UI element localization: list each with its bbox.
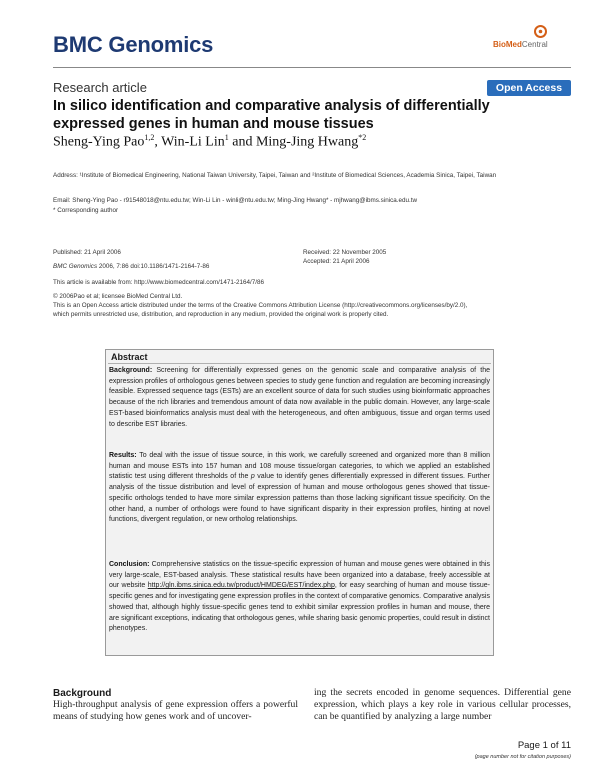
author-name: Ming-Jing Hwang [255, 134, 359, 150]
received-date: Received: 22 November 2005 [303, 249, 387, 256]
author-separator: and [228, 134, 256, 150]
abstract-results-text-b: value to identify genes differentially expressed in different tissues. Further analysis of the tissue distribution and level of expression of human and mouse orthologous genes showed that tissue-specific orthologs tended to have more similar expression patterns than those lacking significant tissue specificity. On the other hand, a number of orthologs were found to have significant disparity in their expression profiles, hinting at novel functions, divergent regulation, or new ortholog relationships. [109, 473, 490, 524]
author-affiliation: *2 [358, 133, 367, 142]
author-name: Win-Li Lin [161, 134, 225, 150]
abstract-background-text: Screening for differentially expressed genes on the genomic scale and comparative analysis of the expression profiles of orthologous genes between species to study gene function and regulation are becoming increasingly feasible. Expressed sequence tags (ESTs) are an excellent source of data for such studies using bioinformatic approaches because of the rich libraries and tremendous amount of data now available in the public domain. However, any large-scale EST-based bioinformatics analysis must deal with the heterogeneous, and often ambiguous, tissue and organ terms used to describe EST libraries. [109, 367, 490, 428]
publisher-logo-icon [534, 25, 547, 38]
body-column-left: High-throughput analysis of gene expression offers a powerful means of studying how genes work and of uncover- [53, 699, 298, 723]
paper-title: In silico identification and comparative analysis of differentially expressed genes in human and mouse tissues [53, 98, 490, 132]
publisher-logo [493, 25, 563, 55]
author-affiliation: 1,2 [144, 133, 155, 142]
abstract-background [109, 366, 490, 430]
license-line-2: which permits unrestricted use, distribution, and reproduction in any medium, provided the original work is properly cited. [53, 311, 389, 318]
copyright-block [53, 292, 568, 319]
open-access-badge: Open Access [487, 80, 571, 96]
abstract-conclusion-text-a: Comprehensive statistics on the tissue-specific expression of human and mouse genes were obtained in this very large-scale, EST-based analysis. These statistical results have been organized into a database, freely accessible at our website [109, 561, 490, 590]
abstract-conclusion-label: Conclusion: [109, 561, 150, 568]
page-number-note: (page number not for citation purposes) [474, 754, 571, 760]
published-date: Published: 21 April 2006 [53, 249, 121, 256]
abstract-results-p: p [250, 473, 255, 481]
abstract-results [109, 451, 490, 526]
citation-details: 2006, 7:86 doi:10.1186/1471-2164-7-86 [97, 263, 210, 270]
abstract-heading: Abstract [111, 352, 148, 362]
author-list [53, 133, 366, 151]
author-separator: , [154, 134, 162, 150]
copyright-line: © 2006Pao et al; licensee BioMed Central Ltd. [53, 293, 183, 300]
publisher-name-bio: BioMed [493, 40, 522, 49]
citation-line [53, 262, 293, 271]
abstract-background-label: Background: [109, 367, 153, 374]
background-heading: Background [53, 688, 112, 699]
corresponding-author-note: * Corresponding author [53, 207, 119, 214]
citation-journal: BMC Genomics [53, 263, 98, 270]
publisher-name [493, 40, 548, 49]
author-address: Address: ¹Institute of Biomedical Engineering, National Taiwan University, Taipei, Taiwan and ²Institute of Biomedical Sciences, Academia Sinica, Taipei, Taiwan [53, 172, 497, 179]
abstract-results-label: Results: [109, 452, 137, 459]
article-url[interactable]: This article is available from: http://www.biomedcentral.com/1471-2164/7/86 [53, 279, 265, 286]
publication-dates-left [53, 248, 293, 276]
author-emails: Email: Sheng-Ying Pao - r91548018@ntu.edu.tw; Win-Li Lin - winli@ntu.edu.tw; Ming-Jing Hwang* - mjhwang@ibms.sinica.edu.tw [53, 197, 418, 204]
header-rule [53, 67, 571, 68]
article-type: Research article [53, 80, 147, 95]
author-name: Sheng-Ying Pao [53, 134, 145, 150]
abstract-rule [108, 363, 491, 364]
publisher-name-central: Central [521, 40, 548, 49]
accepted-date: Accepted: 21 April 2006 [303, 258, 370, 265]
abstract-conclusion [109, 560, 490, 635]
page-number: Page 1 of 11 [517, 740, 571, 751]
database-link[interactable]: http://gln.ibms.sinica.edu.tw/product/HMDEG/EST/index.php [147, 582, 335, 590]
body-column-right: ing the secrets encoded in genome sequences. Differential gene expression, which plays a key role in various cellular processes, can be quantified by analyzing a large number [314, 687, 571, 723]
abstract-conclusion-text-b: , for easy searching of human and mouse tissue-specific genes and for investigating gene expression profiles in the context of comparative genomics. Comparative analysis showed that, although highly tissue-specific genes tend to exhibit similar expression profiles in human and mouse, there are significant exceptions, indicating that orthologous genes, while sharing basic genomic properties, could result in distinct phenotypes. [109, 582, 491, 633]
publication-dates-right [303, 248, 503, 266]
author-affiliation: 1 [224, 133, 229, 142]
abstract-results-text-a: To deal with the issue of tissue source, in this work, we carefully screened and organized more than 8 million human and mouse ESTs into 157 human and 108 mouse tissue/organ categories, to which we applied an established statistic test using different thresholds of the [109, 452, 490, 481]
journal-title: BMC Genomics [53, 32, 214, 57]
license-line-1: This is an Open Access article distributed under the terms of the Creative Commons Attribution License (http://creativecommons.org/licenses/by/2.0), [53, 302, 468, 309]
